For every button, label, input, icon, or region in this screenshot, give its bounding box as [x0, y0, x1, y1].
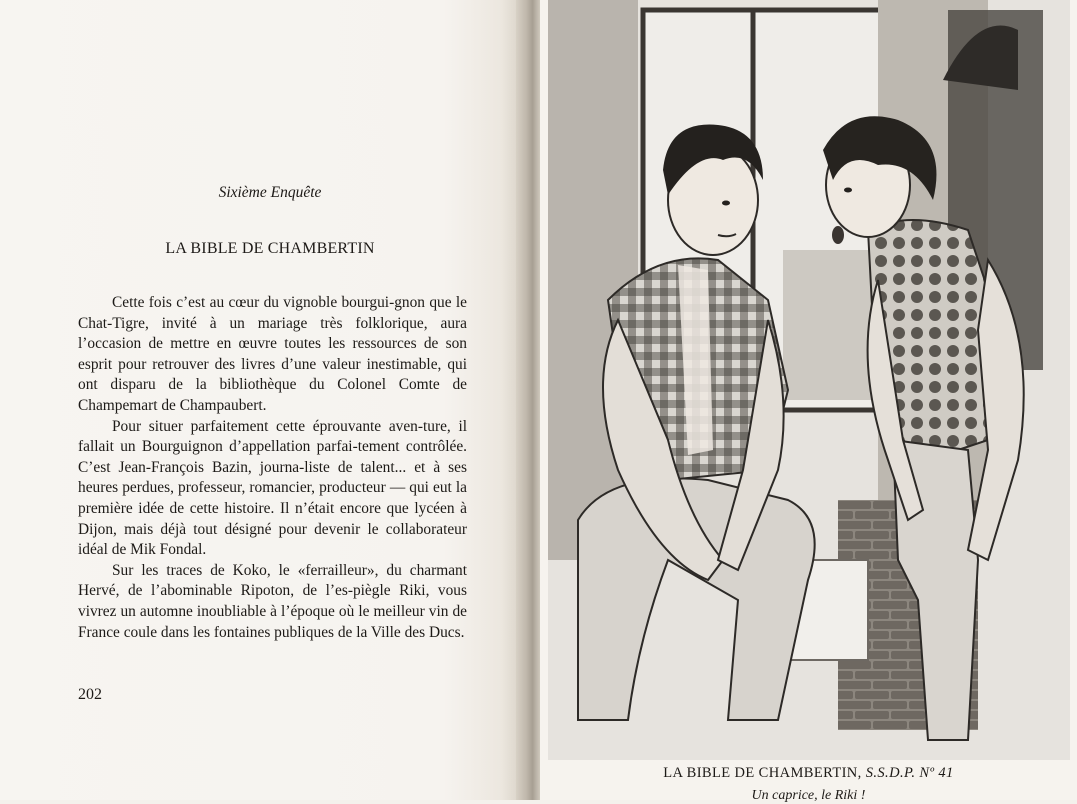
- left-page: [0, 0, 522, 800]
- page-number: 202: [78, 686, 102, 703]
- paragraph-1: Cette fois c’est au cœur du vignoble bourgui-gnon que le Chat-Tigre, invité à un mariage très folklorique, aura l’occasion de mettre en œuvre toutes les ressources de son esprit pour retrouver des livres d’une valeur inestimable, qui ont disparu de la bibliothèque du Colonel Comte de Champemart de Champaubert.: [78, 294, 467, 414]
- caption-reference: S.S.D.P. Nº 41: [865, 765, 954, 781]
- chapter-title: LA BIBLE DE CHAMBERTIN: [165, 240, 375, 257]
- caption-subtitle: Un caprice, le Riki !: [751, 788, 866, 803]
- illustration: [548, 0, 1070, 760]
- caption-title: LA BIBLE DE CHAMBERTIN,: [663, 765, 862, 781]
- paragraph-3: Sur les traces de Koko, le «ferrailleur», du charmant Hervé, de l’abominable Ripoton, de l’es-piègle Riki, vous vivrez un automne inoubliable à l’époque où le meilleur vin de France coule dans les fontaines publiques de la Ville des Ducs.: [78, 561, 467, 641]
- paragraph-2: Pour situer parfaitement cette éprouvante aven-ture, il fallait un Bourguignon d’appellation parfai-tement contrôlée. C’est Jean-François Bazin, journa-liste de talent... et à ses heures perdues, professeur, romancier, producteur — qui eut la première idée de cette histoire. Il n’était encore que lycéen à Dijon, mais déjà tout désigné pour devenir le collaborateur idéal de Mik Fondal.: [78, 417, 467, 559]
- series-label: Sixième Enquête: [218, 184, 322, 201]
- illustration-caption: [540, 765, 1077, 782]
- body-text: [78, 293, 467, 643]
- right-page: [540, 0, 1077, 803]
